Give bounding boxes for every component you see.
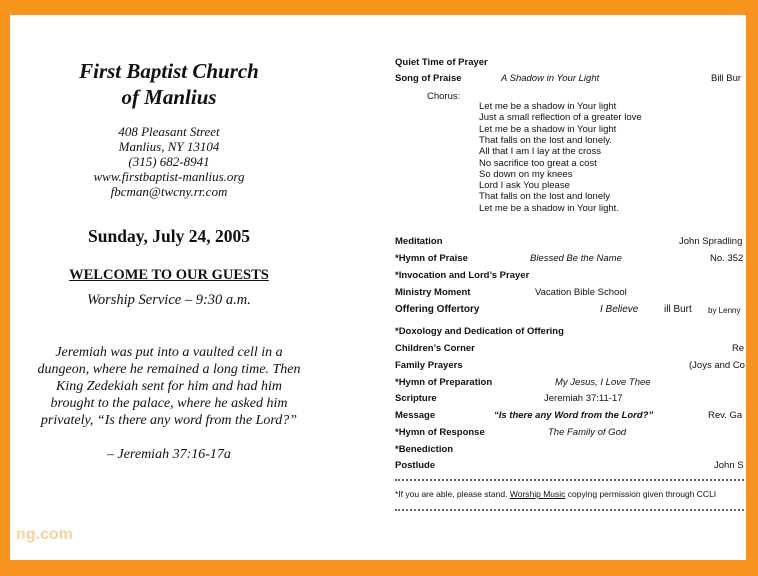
footnote <box>395 489 716 499</box>
chorus-line: That falls on the lost and lonely. <box>479 134 612 146</box>
offertory-by: by Lenny <box>708 306 741 315</box>
family-prayers-value: (Joys and Co <box>689 360 745 371</box>
footnote-worship-music: Worship Music <box>509 489 566 499</box>
watermark: ng.com <box>16 526 73 543</box>
service-date: Sunday, July 24, 2005 <box>88 226 250 246</box>
postlude-label: Postlude <box>395 460 436 471</box>
chorus-line: That falls on the lost and lonely <box>479 191 610 203</box>
invocation-label: *Invocation and Lord’s Prayer <box>395 270 530 281</box>
church-website: www.firstbaptist-manlius.org <box>93 169 245 184</box>
chorus-line: All that I am I lay at the cross <box>479 146 601 158</box>
scripture-value: Jeremiah 37:11-17 <box>544 393 623 404</box>
hymn-of-praise-title: Blessed Be the Name <box>530 253 622 264</box>
chorus-line: So down on my knees <box>479 168 573 180</box>
church-address-street: 408 Pleasant Street <box>118 124 220 139</box>
worship-service-time: Worship Service – 9:30 a.m. <box>87 292 251 308</box>
offertory-title: I Believe <box>600 304 639 315</box>
ministry-moment-label: Ministry Moment <box>395 287 471 298</box>
meditation-value: John Spradling <box>679 236 743 247</box>
dotted-divider <box>395 479 746 481</box>
hymn-of-response-label: *Hymn of Response <box>395 427 485 438</box>
message-title: “Is there any Word from the Lord?” <box>494 410 654 421</box>
doxology-label: *Doxology and Dedication of Offering <box>395 326 564 337</box>
quote-line: dungeon, where he remained a long time. Then <box>37 362 301 377</box>
childrens-corner-label: Children’s Corner <box>395 343 475 354</box>
church-name-line1: First Baptist Church <box>79 59 259 83</box>
meditation-label: Meditation <box>395 236 443 247</box>
childrens-corner-value: Re <box>732 343 745 354</box>
quiet-time-heading: Quiet Time of Prayer <box>395 57 488 68</box>
welcome-heading: WELCOME TO OUR GUESTS <box>69 267 269 283</box>
hymn-of-praise-label: *Hymn of Praise <box>395 253 468 264</box>
song-of-praise-author: Bill Bur <box>711 73 742 84</box>
footnote-copyright: copying permission given through CCLI <box>567 489 717 499</box>
offering-label: Offering Offertory <box>395 304 480 315</box>
chorus-line: Let me be a shadow in Your light <box>479 101 617 112</box>
dotted-divider <box>395 509 746 511</box>
church-address-city: Manlius, NY 13104 <box>118 139 220 154</box>
offertory-author: ill Burt <box>664 304 692 315</box>
church-email: fbcman@twcny.rr.com <box>110 184 228 199</box>
chorus-line: Let me be a shadow in Your light <box>479 123 617 135</box>
chorus-line: Just a small reflection of a greater love <box>479 112 642 124</box>
hymn-of-preparation-label: *Hymn of Preparation <box>395 377 493 388</box>
chorus-line: Lord I ask You please <box>479 180 570 192</box>
hymn-of-response-title: The Family of God <box>548 427 627 438</box>
church-name-line2: of Manlius <box>121 85 217 109</box>
hymn-of-praise-number: No. 352 <box>710 253 744 264</box>
message-speaker: Rev. Ga <box>708 410 743 421</box>
chorus-line: No sacrifice too great a cost <box>479 157 597 169</box>
postlude-value: John S <box>714 460 744 471</box>
song-of-praise-label: Song of Praise <box>395 73 462 84</box>
quote-line: privately, “Is there any word from the Lord?” <box>40 413 298 428</box>
quote-line: King Zedekiah sent for him and had him <box>56 379 282 394</box>
hymn-of-preparation-title: My Jesus, I Love Thee <box>555 377 651 388</box>
quote-citation: – Jeremiah 37:16-17a <box>107 447 231 462</box>
bulletin-page <box>10 15 746 560</box>
chorus-line: Let me be a shadow in Your light. <box>479 202 619 214</box>
chorus-label: Chorus: <box>427 91 461 102</box>
song-of-praise-title: A Shadow in Your Light <box>501 73 600 84</box>
ministry-moment-value: Vacation Bible School <box>535 287 627 298</box>
footnote-text: *If you are able, please stand. <box>395 489 508 499</box>
scripture-label: Scripture <box>395 393 437 404</box>
quote-line: Jeremiah was put into a vaulted cell in a <box>55 345 283 360</box>
church-phone: (315) 682-8941 <box>128 154 210 169</box>
quote-line: brought to the palace, where he asked him <box>50 396 288 411</box>
message-label: Message <box>395 410 436 421</box>
family-prayers-label: Family Prayers <box>395 360 463 371</box>
benediction-label: *Benediction <box>395 444 454 455</box>
